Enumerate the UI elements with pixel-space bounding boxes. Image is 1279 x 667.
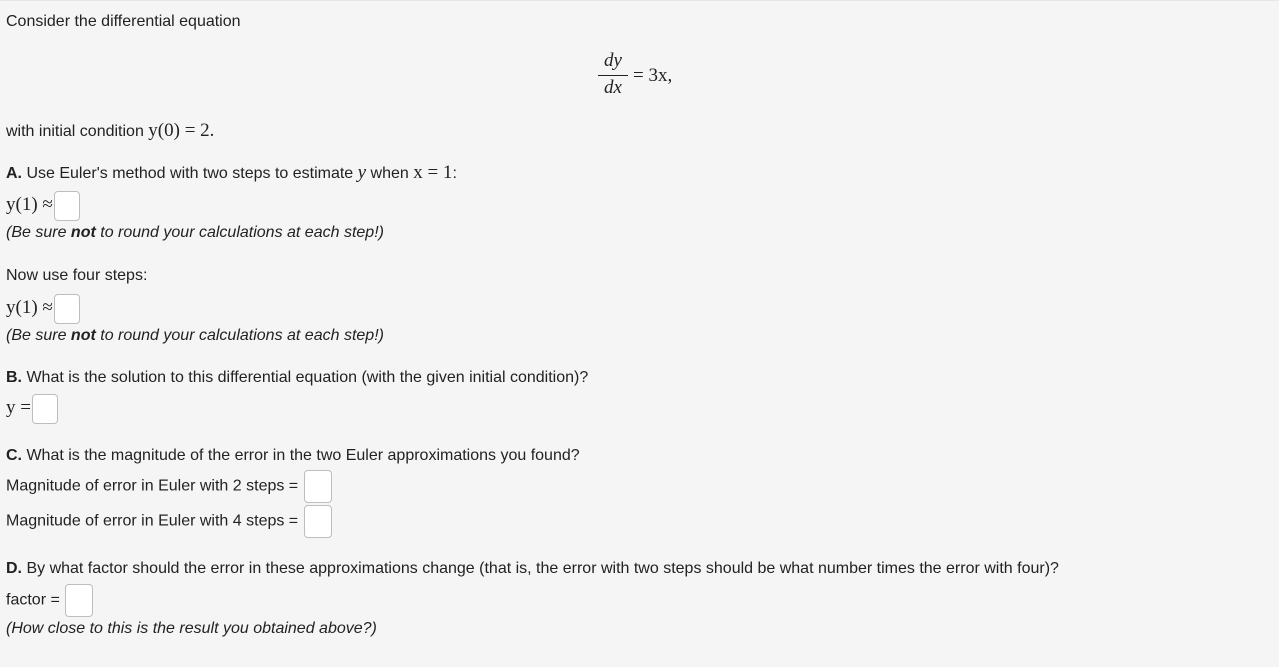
rounding-note-1 <box>6 222 384 244</box>
error-2-label: Magnitude of error in Euler with 2 steps = <box>6 477 299 495</box>
euler-4-steps-input[interactable] <box>54 294 80 324</box>
part-b-text: What is the solution to this differential equation (with the given initial condition)? <box>22 369 589 386</box>
part-d-text: By what factor should the error in these approximations change (that is, the error with two steps should be what number times the error with four)? <box>22 560 1059 577</box>
note-post: to round your calculations at each step!) <box>95 327 384 344</box>
part-b-label: B. <box>6 369 22 386</box>
part-a-text2: when <box>366 165 414 182</box>
answer-row-b <box>6 393 58 424</box>
intro-text: Consider the differential equation <box>6 13 241 30</box>
rounding-note-2 <box>6 325 384 347</box>
four-steps-text: Now use four steps: <box>6 267 148 284</box>
part-a-label: A. <box>6 165 22 182</box>
error-2-row <box>6 470 332 503</box>
answer-row-a4 <box>6 293 80 324</box>
part-a-text1: Use Euler's method with two steps to estimate <box>22 165 358 182</box>
part-c-label: C. <box>6 447 22 464</box>
note-pre: (Be sure <box>6 327 71 344</box>
solution-input[interactable] <box>32 394 58 424</box>
initial-condition-math: y(0) = 2. <box>148 120 215 141</box>
error-4-row <box>6 505 332 538</box>
part-c-text: What is the magnitude of the error in the two Euler approximations you found? <box>22 447 580 464</box>
approx-label-4-steps: y(1) ≈ <box>6 297 53 318</box>
part-a-text3: : <box>452 165 457 182</box>
part-b-question <box>6 367 588 389</box>
part-a-condition: x = 1 <box>413 162 453 183</box>
answer-row-a2 <box>6 190 80 221</box>
note-bold: not <box>70 224 96 241</box>
equation-denominator: dx <box>604 77 622 98</box>
solution-label: y = <box>6 397 31 418</box>
euler-2-steps-input[interactable] <box>54 191 80 221</box>
error-4-steps-input[interactable] <box>304 505 332 538</box>
initial-condition <box>6 120 214 143</box>
equation-fraction <box>598 50 628 100</box>
error-2-steps-input[interactable] <box>304 470 332 503</box>
approx-label-2-steps: y(1) ≈ <box>6 194 53 215</box>
note-pre: (Be sure <box>6 224 71 241</box>
equation-rhs: = 3x, <box>633 65 673 86</box>
part-a-var-y: y <box>357 162 367 183</box>
part-d-question <box>6 558 1059 580</box>
factor-label: factor = <box>6 591 60 609</box>
note-bold: not <box>70 327 96 344</box>
part-d-label: D. <box>6 560 22 577</box>
initial-condition-text: with initial condition <box>6 123 149 140</box>
note-post: to round your calculations at each step!) <box>95 224 384 241</box>
top-divider <box>0 0 1279 1</box>
part-c-question <box>6 445 580 467</box>
equation-numerator: dy <box>598 50 628 76</box>
closeness-note: (How close to this is the result you obtained above?) <box>6 620 377 637</box>
factor-input[interactable] <box>65 584 93 617</box>
part-a-question <box>6 162 457 185</box>
factor-row <box>6 584 93 617</box>
error-4-label: Magnitude of error in Euler with 4 steps = <box>6 512 299 530</box>
